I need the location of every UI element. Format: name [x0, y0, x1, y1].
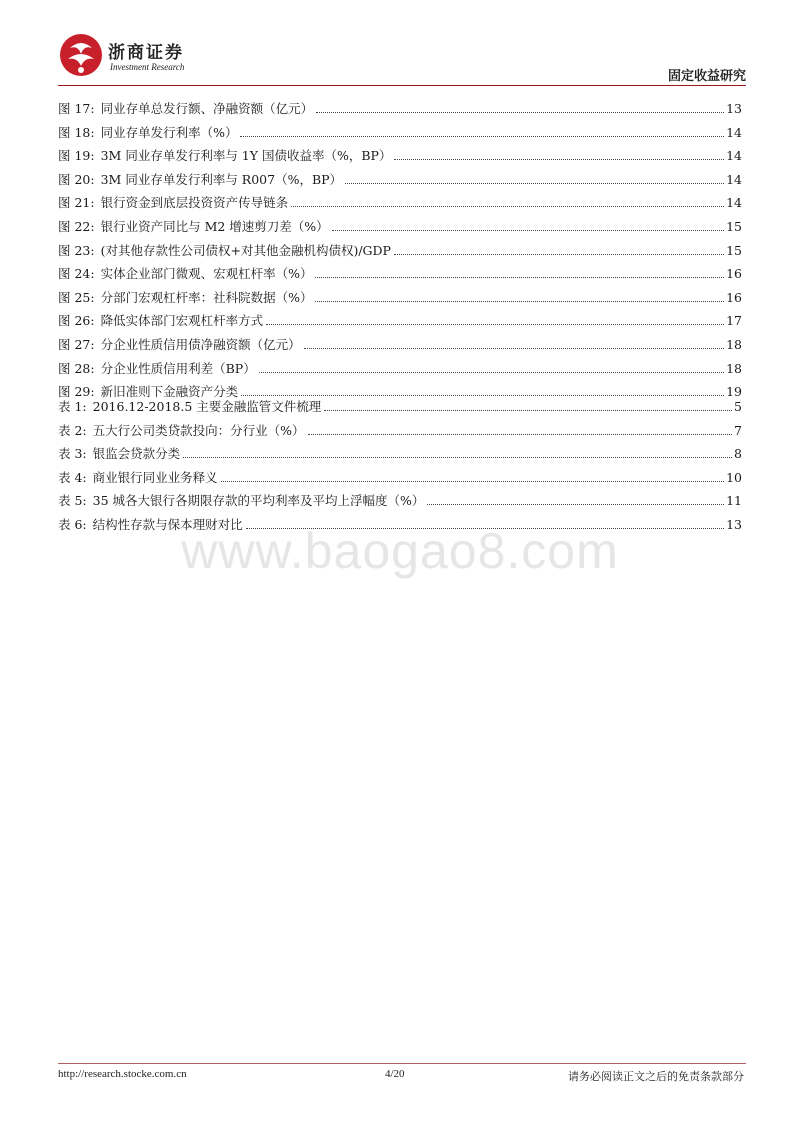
entry-title: 结构性存款与保本理财对比: [92, 516, 243, 532]
brand-name-en: Investment Research: [110, 62, 185, 72]
table-list: [58, 397, 742, 539]
footer-divider: [58, 1063, 746, 1064]
entry-title: 实体企业部门微观、宏观杠杆率（%）: [100, 266, 313, 282]
entry-number: 表 2:: [58, 422, 87, 438]
entry-page-number: 14: [726, 148, 742, 164]
entry-number: 图 29:: [58, 384, 95, 400]
entry-title: 五大行公司类贷款投向：分行业（%）: [92, 422, 305, 438]
dot-leader: [324, 410, 732, 411]
dot-leader: [316, 112, 724, 113]
entry-title: 商业银行同业业务释义: [92, 469, 218, 485]
entry-number: 表 5:: [58, 493, 87, 509]
dot-leader: [240, 136, 724, 137]
entry-page-number: 13: [726, 516, 742, 532]
entry-page-number: 18: [726, 360, 742, 376]
dot-leader: [241, 395, 724, 396]
entry-number: 表 6:: [58, 516, 87, 532]
figure-toc-row[interactable]: [58, 264, 742, 288]
entry-number: 图 17:: [58, 101, 95, 116]
figure-toc-row[interactable]: [58, 193, 742, 217]
entry-page-number: 14: [726, 171, 742, 187]
header-divider: [58, 85, 746, 86]
table-toc-row[interactable]: [58, 491, 742, 515]
dot-leader: [315, 301, 724, 302]
entry-number: 图 22:: [58, 218, 95, 234]
dot-leader: [308, 434, 733, 435]
dot-leader: [183, 457, 732, 458]
entry-number: 图 27:: [58, 336, 95, 352]
brand-name-cn: 浙商证券: [108, 43, 184, 63]
entry-page-number: 15: [726, 218, 742, 234]
figure-list: [58, 99, 742, 406]
figure-toc-row[interactable]: [58, 99, 742, 123]
entry-page-number: 10: [726, 469, 742, 485]
dot-leader: [291, 206, 724, 207]
entry-title: 降低实体部门宏观杠杆率方式: [100, 313, 264, 329]
figure-toc-row[interactable]: [58, 170, 742, 194]
entry-page-number: 15: [726, 242, 742, 258]
dot-leader: [221, 481, 724, 482]
entry-page-number: 7: [734, 422, 742, 438]
entry-title: 银监会贷款分类: [92, 446, 181, 462]
entry-page-number: 19: [726, 384, 742, 400]
footer-url[interactable]: http://research.stocke.com.cn: [58, 1068, 187, 1080]
entry-title: 3M 同业存单发行利率与 R007（%，BP）: [100, 171, 343, 187]
entry-number: 图 24:: [58, 266, 95, 282]
entry-title: (对其他存款性公司债权+对其他金融机构债权)/GDP: [100, 242, 391, 258]
figure-toc-row[interactable]: [58, 217, 742, 241]
entry-page-number: 13: [726, 101, 742, 116]
dot-leader: [345, 183, 724, 184]
entry-number: 图 19:: [58, 148, 95, 164]
figure-toc-row[interactable]: [58, 359, 742, 383]
entry-title: 同业存单发行利率（%）: [100, 124, 238, 140]
entry-title: 3M 同业存单发行利率与 1Y 国债收益率（%，BP）: [100, 148, 392, 164]
entry-title: 分企业性质信用利差（BP）: [100, 360, 256, 376]
entry-page-number: 14: [726, 195, 742, 211]
watermark: www.baogao8.com: [181, 523, 619, 579]
entry-number: 图 26:: [58, 313, 95, 329]
entry-page-number: 11: [726, 493, 742, 509]
entry-page-number: 14: [726, 124, 742, 140]
entry-title: 分企业性质信用债净融资额（亿元）: [100, 336, 301, 352]
entry-page-number: 5: [734, 399, 742, 414]
dot-leader: [394, 159, 724, 160]
department-label: 固定收益研究: [667, 68, 746, 83]
dot-leader: [266, 324, 724, 325]
entry-number: 表 3:: [58, 446, 87, 462]
entry-number: 图 28:: [58, 360, 95, 376]
figure-toc-row[interactable]: [58, 146, 742, 170]
entry-title: 分部门宏观杠杆率：社科院数据（%）: [100, 289, 313, 305]
table-toc-row[interactable]: [58, 468, 742, 492]
entry-title: 2016.12-2018.5 主要金融监管文件梳理: [92, 399, 322, 414]
dot-leader: [259, 372, 724, 373]
table-toc-row[interactable]: [58, 444, 742, 468]
entry-number: 图 18:: [58, 124, 95, 140]
dot-leader: [315, 277, 724, 278]
entry-title: 同业存单总发行额、净融资额（亿元）: [100, 101, 314, 116]
entry-number: 表 1:: [58, 399, 87, 414]
dot-leader: [394, 254, 724, 255]
entry-number: 表 4:: [58, 469, 87, 485]
figure-toc-row[interactable]: [58, 311, 742, 335]
figure-toc-row[interactable]: [58, 241, 742, 265]
entry-number: 图 23:: [58, 242, 95, 258]
figure-toc-row[interactable]: [58, 335, 742, 359]
figure-toc-row[interactable]: [58, 288, 742, 312]
entry-page-number: 18: [726, 336, 742, 352]
entry-title: 银行业资产同比与 M2 增速剪刀差（%）: [100, 218, 329, 234]
entry-page-number: 16: [726, 289, 742, 305]
dot-leader: [427, 504, 724, 505]
entry-number: 图 21:: [58, 195, 95, 211]
disclaimer-text: 请务必阅读正文之后的免责条款部分: [568, 1070, 744, 1083]
company-logo-icon: [58, 32, 104, 78]
entry-title: 35 城各大银行各期限存款的平均利率及平均上浮幅度（%）: [92, 493, 425, 509]
entry-page-number: 8: [734, 446, 742, 462]
entry-title: 银行资金到底层投资资产传导链条: [100, 195, 289, 211]
dot-leader: [332, 230, 724, 231]
page-number: 4/20: [385, 1068, 405, 1080]
entry-page-number: 16: [726, 266, 742, 282]
entry-title: 新旧准则下金融资产分类: [100, 384, 239, 400]
entry-number: 图 20:: [58, 171, 95, 187]
dot-leader: [304, 348, 724, 349]
table-toc-row[interactable]: [58, 421, 742, 445]
figure-toc-row[interactable]: [58, 123, 742, 147]
entry-number: 图 25:: [58, 289, 95, 305]
page-header: [58, 32, 746, 86]
table-toc-row[interactable]: [58, 397, 742, 421]
entry-page-number: 17: [726, 313, 742, 329]
